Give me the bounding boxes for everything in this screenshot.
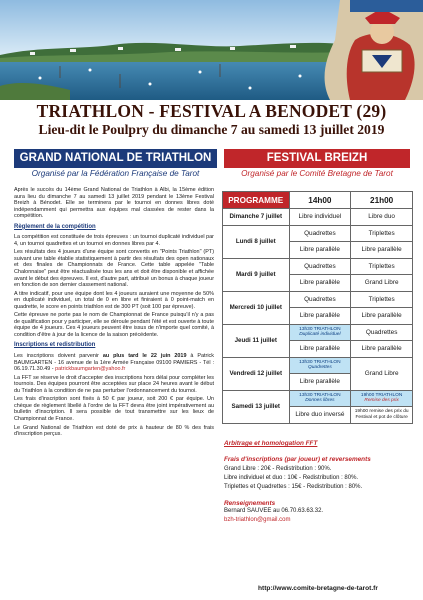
registration-address: à Patrick BAUMGARTEN - 16 avenue de la 1ère Armée Française 09100 PAMIERS - Tél : 06.19.71.30.49 - — [14, 353, 214, 373]
arbitrage-heading: Arbitrage et homologation FFT — [224, 440, 318, 447]
triathlon-event-name: Donnes libres — [305, 398, 335, 404]
registration-paragraph: La FFT se réserve le droit d'accepter des inscriptions hors délai pour compléter les tournois. Des équipes pourront être acceptées sur place 24 heures avant le début du Triathlon à la condition de ne pas perturber l'ordonnancement du tournoi. — [14, 374, 214, 394]
programme-table — [222, 191, 413, 424]
table-row — [223, 225, 413, 242]
event-cell: Libre duo — [351, 209, 413, 226]
event-cell: Quadrettes — [289, 291, 351, 308]
rules-paragraph: Cette épreuve ne porte pas le nom de Championnat de France puisqu'il n'y a pas de qualification pour y participer, elle se déroule pendant l'été et est ouverte à toute équipe de 4 joueurs. Ces 4 joueurs peuvent être issus de n'importe quel comité, à condition d'être à jour de la licence de la saison précédente. — [14, 312, 214, 338]
prize-event-cell — [351, 390, 413, 407]
prize-time: 19h00 TRIATHLON — [360, 392, 403, 398]
event-cell: Libre parallèle — [289, 341, 351, 358]
afternoon-header: 14h00 — [289, 192, 351, 209]
registration-heading: Inscriptions et redistribution — [14, 342, 96, 349]
event-cell: Libre duo inversé — [289, 407, 351, 424]
festival-info — [224, 440, 414, 526]
info-heading: Renseignements — [224, 500, 276, 507]
grand-national-text — [14, 187, 214, 440]
registration-email-link[interactable]: patrickbaumgarten@yahoo.fr — [55, 366, 126, 373]
event-cell: Triplettes — [351, 291, 413, 308]
evening-header: 21h00 — [351, 192, 413, 209]
rules-paragraph: Les résultats des 4 joueurs d'une équipe sont convertis en "Points Triathlon" (PT) suivant une table établie statistiquement à partir des résultats des open nationaux et des finales de Championnats de France. Cette table appelée "Table Chalonnaise" peut être réactualisée tous les ans et doit être disponible et affichée avant le début des épreuves. Il est, d'autre part, attribué un bonus à chaque joueur en fonction de son dernier classement national. — [14, 249, 214, 289]
event-cell: Libre parallèle — [351, 242, 413, 259]
header-banner-photo — [0, 0, 423, 100]
day-label: Vendredi 12 juillet — [223, 357, 290, 390]
triathlon-time: 13h30 TRIATHLON — [299, 326, 341, 332]
triathlon-time: 13h30 TRIATHLON — [299, 392, 341, 398]
event-cell: Grand Libre — [351, 357, 413, 390]
triathlon-time: 13h30 TRIATHLON — [299, 359, 341, 365]
website-link[interactable]: http://www.comite-bretagne-de-tarot.fr — [258, 585, 378, 592]
table-row — [223, 324, 413, 341]
triathlon-event-cell — [289, 357, 351, 374]
table-row — [223, 390, 413, 407]
page-title — [0, 101, 423, 138]
table-row — [223, 209, 413, 226]
programme-header: PROGRAMME — [223, 192, 290, 209]
registration-paragraph: Les frais d'inscription sont fixés à 50 € par joueur, soit 200 € par équipe. Un chèque de règlement libellé à l'ordre de la FFT devra être joint impérativement au bulletin d'inscription. Il sera possible de tout transmettre sur les lieux de Championnat de France. — [14, 396, 214, 422]
triathlon-event-cell — [289, 390, 351, 407]
event-cell: 19h00 remise des prix du Festival et pot de clôture — [351, 407, 413, 424]
table-row — [223, 357, 413, 374]
registration-paragraph — [14, 353, 214, 373]
triathlon-event-name: Quadrettes — [308, 365, 332, 371]
rules-paragraph: La compétition est constituée de trois épreuves : un tournoi duplicaté individuel par 4, un tournoi quadrettes et un tournoi en donnes libres par 4. — [14, 234, 214, 247]
title-dates: Lieu-dit le Poulpry du dimanche 7 au samedi 13 juillet 2019 — [38, 122, 385, 137]
fee-line: Triplettes et Quadrettes : 15€ - Redistribution : 80%. — [224, 484, 363, 490]
registration-deadline: au plus tard le 22 juin 2019 — [102, 353, 187, 360]
event-cell: Libre parallèle — [289, 275, 351, 292]
event-cell: Libre parallèle — [351, 341, 413, 358]
triathlon-event-cell — [289, 324, 351, 341]
title-main: TRIATHLON - FESTIVAL A BENODET (29) — [36, 101, 387, 121]
festival-breizh-header: FESTIVAL BREIZH — [224, 149, 410, 168]
grand-national-header: GRAND NATIONAL DE TRIATHLON — [14, 149, 217, 168]
day-label: Lundi 8 juillet — [223, 225, 290, 258]
day-label: Mardi 9 juillet — [223, 258, 290, 291]
comite-organizer-subtitle: Organisé par le Comité Bretagne de Tarot — [241, 169, 393, 178]
rules-heading: Règlement de la compétition — [14, 223, 96, 230]
prize-event-name: Remise des prix — [364, 398, 399, 404]
event-cell: Triplettes — [351, 258, 413, 275]
event-cell: Quadrettes — [289, 225, 351, 242]
rules-paragraph: A titre indicatif, pour une équipe dont les 4 joueurs auraient une moyenne de 50% en duplicaté individuel, un total de 0 en libre et finiraient à 0 point-match en quadrette, le score en points triathlon est de 300 PT (soit 100 par épreuve). — [14, 290, 214, 310]
fee-line: Libre individuel et duo : 10€ - Redistribution : 80%. — [224, 475, 359, 481]
fee-line: Grand Libre : 20€ - Redistribution : 90%. — [224, 466, 332, 472]
intro-paragraph: Après le succès du 14ème Grand National de Triathlon à Albi, la 15ème édition aura lieu du dimanche 7 au samedi 13 juillet 2019 pendant le 13ème Festival Breizh à Bénodet. Elle se terminera par le tournoi en donnes libres doté indépendamment qui permettra aux équipes mal classées de rester dans la compétition. — [14, 187, 214, 220]
info-email-link[interactable]: bzh-triathlon@gmail.com — [224, 517, 291, 523]
event-cell: Quadrettes — [289, 258, 351, 275]
registration-intro: Les inscriptions doivent parvenir — [14, 353, 99, 360]
event-cell: Quadrettes — [351, 324, 413, 341]
event-cell: Libre individuel — [289, 209, 351, 226]
fees-heading: Frais d'inscriptions (par joueur) et reversements — [224, 456, 371, 463]
event-cell: Grand Libre — [351, 275, 413, 292]
day-label: Mercredi 10 juillet — [223, 291, 290, 324]
table-row — [223, 291, 413, 308]
fft-organizer-subtitle: Organisé par la Fédération Française de Tarot — [31, 169, 200, 178]
day-label: Samedi 13 juillet — [223, 390, 290, 423]
table-row — [223, 258, 413, 275]
registration-paragraph: Le Grand National de Triathlon est doté de prix à hauteur de 80 % des frais d'inscription perçus. — [14, 424, 214, 438]
event-cell: Libre parallèle — [289, 374, 351, 391]
event-cell: Libre parallèle — [351, 308, 413, 325]
event-cell: Triplettes — [351, 225, 413, 242]
info-contact: Bernard SAUVEE au 06.70.63.63.32. — [224, 508, 324, 514]
event-cell: Libre parallèle — [289, 308, 351, 325]
day-label: Jeudi 11 juillet — [223, 324, 290, 357]
programme-header-row — [223, 192, 413, 209]
triathlon-event-name: Duplicaté individuel — [299, 332, 341, 338]
day-label: Dimanche 7 juillet — [223, 209, 290, 226]
event-cell: Libre parallèle — [289, 242, 351, 259]
